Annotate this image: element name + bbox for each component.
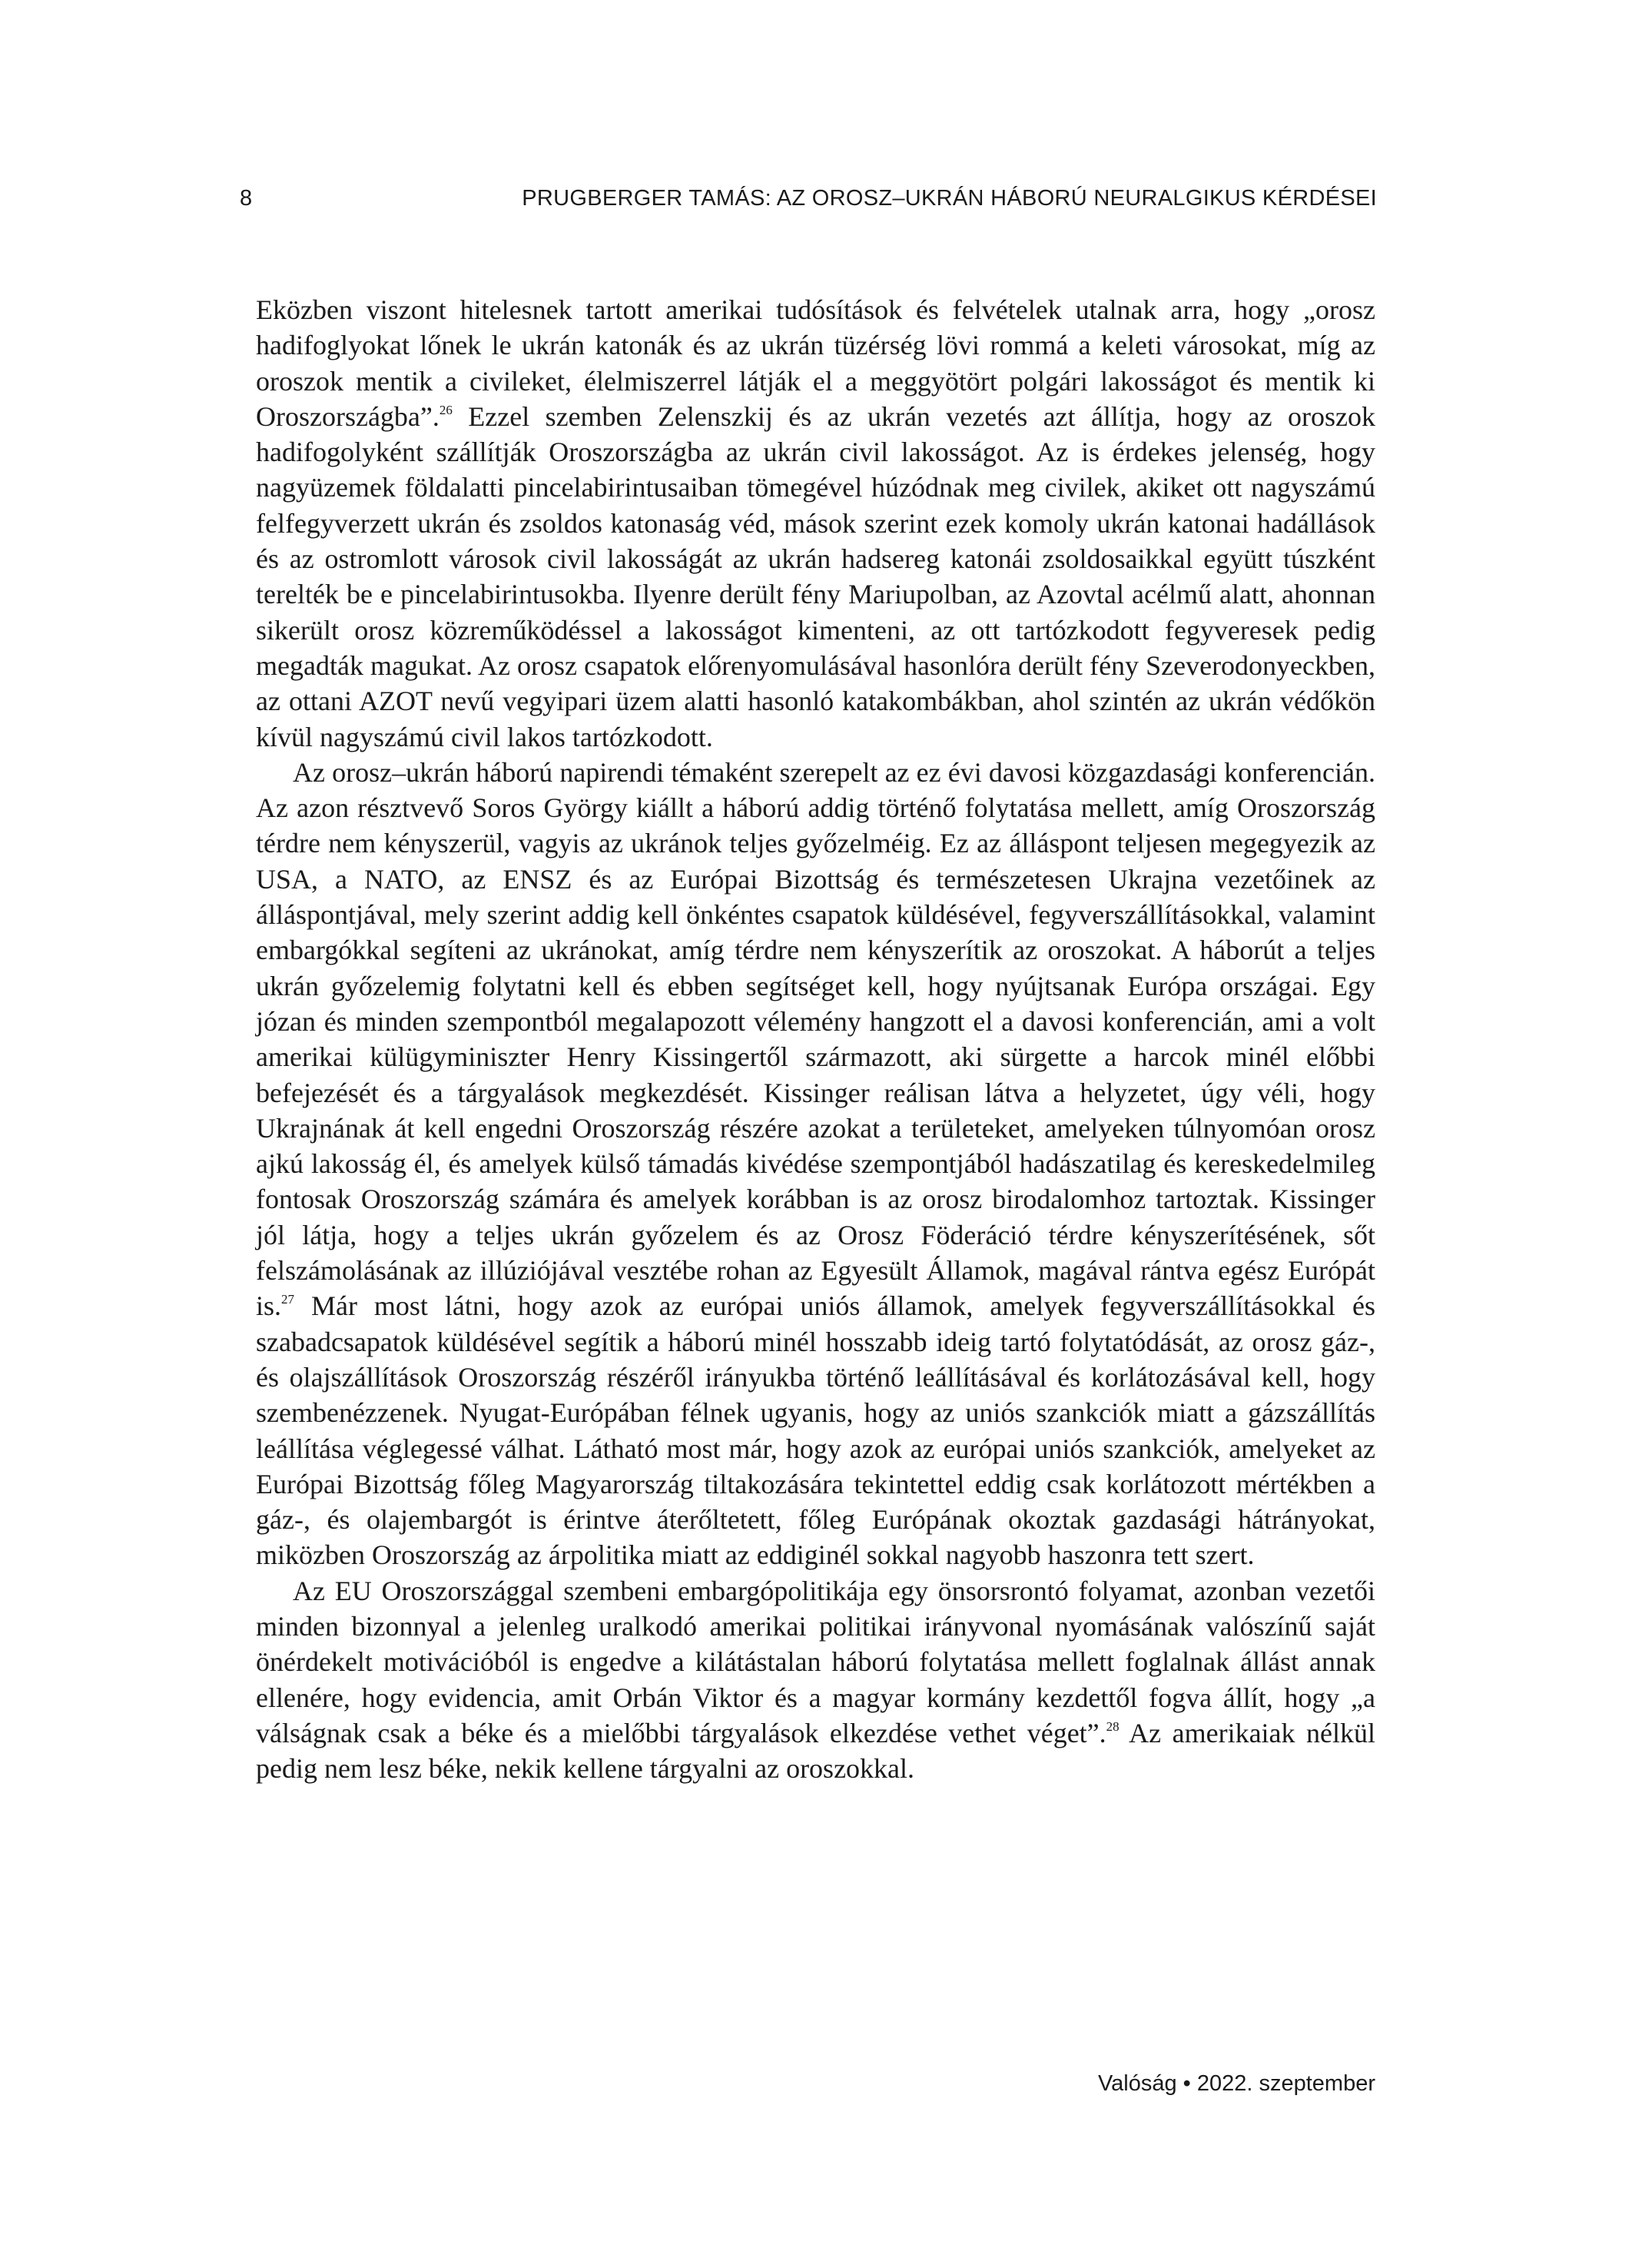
- page-number: 8: [240, 186, 253, 211]
- paragraph-2-text-a: Az orosz–ukrán háború napirendi témaként szerepelt az ez évi davosi közgazdasági konferencián. Az azon résztvevő Soros György kiállt a háború addig történő folytatása mellett, amíg Oroszország térdre nem kényszerül, vagyis az ukránok teljes győzelméig. Ez az álláspont teljesen megegyezik az USA, a NATO, az ENSZ és az Európai Bizottság és természetesen Ukrajna vezetőinek az álláspontjával, mely szerint addig kell önkéntes csapatok küldésével, fegyverszállításokkal, valamint embargókkal segíteni az ukránokat, amíg térdre nem kényszerítik az oroszokat. A háborút a teljes ukrán győzelemig folytatni kell és ebben segítséget kell, hogy nyújtsanak Európa országai. Egy józan és minden szempontból megalapozott vélemény hangzott el a davosi konferencián, ami a volt amerikai külügyminiszter Henry Kissingertől származott, aki sürgette a harcok minél előbbi befejezését és a tárgyalások megkezdését. Kissinger reálisan látva a helyzetet, úgy véli, hogy Ukrajnának át kell engedni Oroszország részére azokat a területeket, amelyeken túlnyomóan orosz ajkú lakosság él, és amelyek külső támadás kivédése szempontjából hadászatilag és kereskedelmileg fontosak Oroszország számára és amelyek korábban is az orosz birodalomhoz tartoztak. Kissinger jól látja, hogy a teljes ukrán győzelem és az Orosz Föderáció térdre kényszerítésének, sőt felszámolásának az illúziójával vesztébe rohan az Egyesült Államok, magával rántva egész Európát is.: [256, 756, 1375, 1322]
- publication-info: Valóság • 2022. szeptember: [1097, 2071, 1375, 2096]
- page-footer: [1098, 2071, 1375, 2097]
- paragraph-3: [256, 1573, 1375, 1787]
- paragraph-3-text-a: Az EU Oroszországgal szembeni embargópolitikája egy önsorsrontó folyamat, azonban vezetői minden bizonnyal a jelenleg uralkodó amerikai politikai irányvonal nyomásának valószínű saját önérdekelt motivációból is engedve a kilátástalan háború folytatása mellett foglalnak állást annak ellenére, hogy evidencia, amit Orbán Viktor és a magyar kormány kezdettől fogva állít, hogy „a válságnak csak a béke és a mielőbbi tárgyalások elkezdése vethet véget”.: [256, 1575, 1375, 1748]
- running-title: PRUGBERGER TAMÁS: AZ OROSZ–UKRÁN HÁBORÚ NEURALGIKUS KÉRDÉSEI: [522, 186, 1377, 211]
- paragraph-1-text-b: Ezzel szemben Zelenszkij és az ukrán vezetés azt állítja, hogy az oroszok hadifogolyként szállítják Oroszországba az ukrán civil lakosságot. Az is érdekes jelenség, hogy nagyüzemek földalatti pincelabirintusaiban tömegével húzódnak meg civilek, akiket ott nagyszámú felfegyverzett ukrán és zsoldos katonaság véd, mások szerint ezek komoly ukrán katonai hadállások és az ostromlott városok civil lakosságát az ukrán hadsereg katonái zsoldosaikkal együtt túszként terelték be e pincelabirintusokba. Ilyenre derült fény Mariupolban, az Azovtal acélmű alatt, ahonnan sikerült orosz közreműködéssel a lakosságot kimenteni, az ott tartózkodott fegyveresek pedig megadták magukat. Az orosz csapatok előrenyomulásával hasonlóra derült fény Szeverodonyeckben, az ottani AZOT nevű vegyipari üzem alatti hasonló katakombákban, ahol szintén az ukrán védőkön kívül nagyszámú civil lakos tartózkodott.: [256, 400, 1375, 752]
- page-header: [240, 186, 1377, 217]
- footnote-ref-27: 27: [281, 1292, 295, 1307]
- paragraph-2: [256, 755, 1375, 1573]
- article-body: [256, 292, 1375, 1786]
- paragraph-1: [256, 292, 1375, 755]
- paragraph-3-text-b: Az amerikaiak nélkül pedig nem lesz béke, nekik kellene tárgyalni az oroszokkal.: [256, 1717, 1375, 1785]
- paragraph-2-text-b: Már most látni, hogy azok az európai uniós államok, amelyek fegyverszállításokkal és szabadcsapatok küldésével segítik a háború minél hosszabb ideig tartó folytatódását, az orosz gáz-, és olajszállítások Oroszország részéről irányukba történő leállításával és korlátozásával kell, hogy szembenézzenek. Nyugat-Európában félnek ugyanis, hogy az uniós szankciók miatt a gázszállítás leállítása véglegessé válhat. Látható most már, hogy azok az európai uniós szankciók, amelyeket az Európai Bizottság főleg Magyarország tiltakozására tekintettel eddig csak korlátozott mértékben a gáz-, és olajembargót is érintve áterőltetett, főleg Európának okoztak gazdasági hátrányokat, miközben Oroszország az árpolitika miatt az eddiginél sokkal nagyobb haszonra tett szert.: [256, 1290, 1375, 1571]
- footnote-ref-28: 28: [1106, 1718, 1120, 1734]
- footnote-ref-26: 26: [439, 402, 453, 417]
- paragraph-1-text-a: Eközben viszont hitelesnek tartott amerikai tudósítások és felvételek utalnak arra, hogy „orosz hadifoglyokat lőnek le ukrán katonák és az ukrán tüzérség lövi rommá a keleti városokat, míg az oroszok mentik a civileket, élelmiszerrel látják el a meggyötört polgári lakosságot és mentik ki Oroszországba”.: [256, 294, 1375, 432]
